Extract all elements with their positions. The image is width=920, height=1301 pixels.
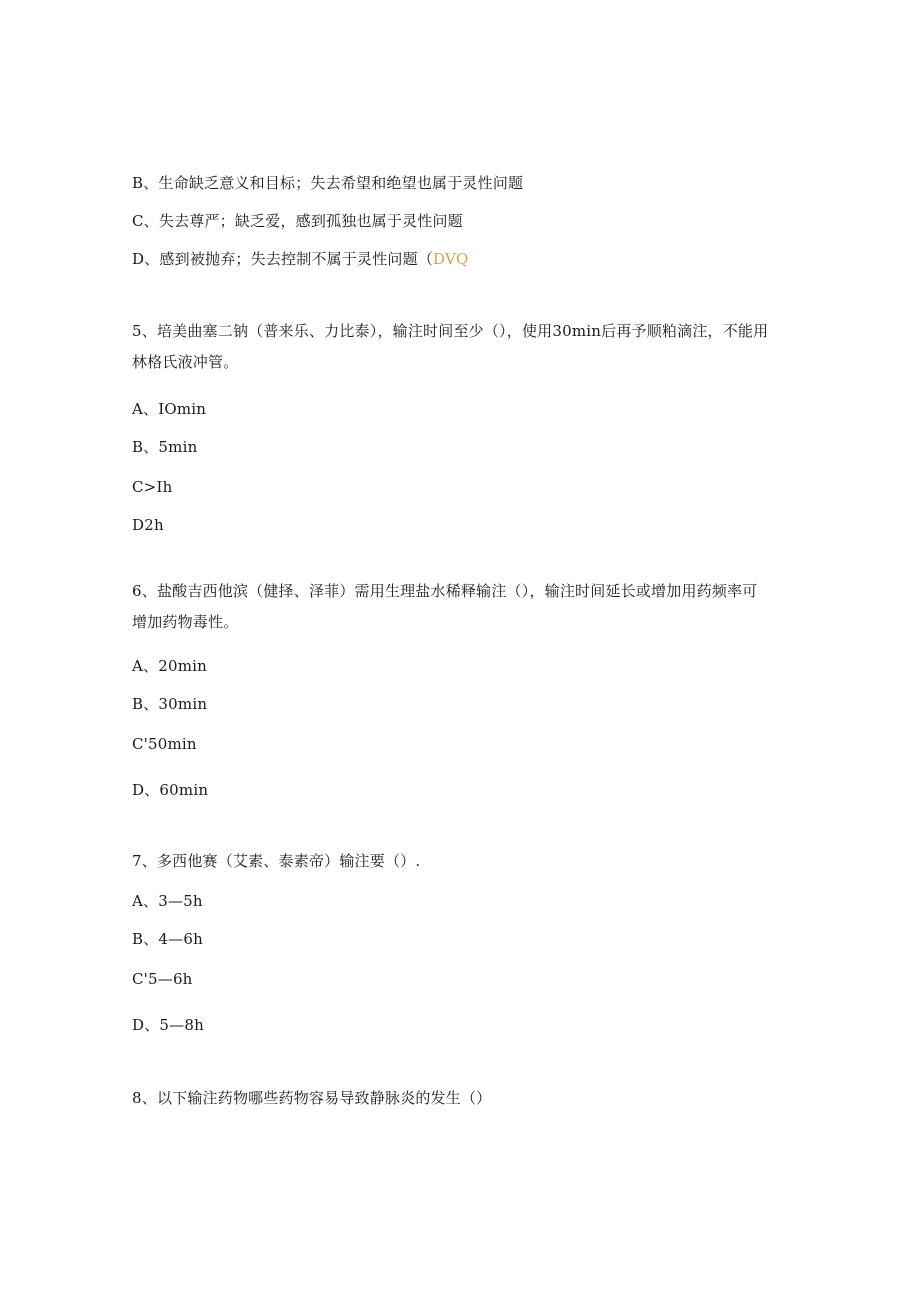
question-6-option-c: C'50min [132, 735, 197, 753]
question-6: 6、盐酸吉西他滨（健择、泽菲）需用生理盐水稀释输注（），输注时间延长或增加用药频率可增加药物毒性。 [132, 582, 758, 631]
question-5-option-d: D2h [132, 516, 164, 534]
option-d-text: D、感到被抛弃；失去控制不属于灵性问题（ [132, 250, 434, 268]
option-d-spiritual [132, 249, 469, 269]
question-8: 8、以下输注药物哪些药物容易导致静脉炎的发生（） [132, 1089, 492, 1107]
question-6-option-d: D、60min [132, 781, 209, 799]
question-7-option-a: A、3—5h [132, 892, 203, 910]
question-5-option-c: C>Ih [132, 478, 173, 496]
question-5-option-a: A、IOmin [132, 400, 207, 418]
question-7: 7、多西他赛（艾素、泰素帝）输注要（）. [132, 852, 421, 870]
question-6-option-a: A、20min [132, 657, 208, 675]
option-c-spiritual: C、失去尊严；缺乏爱，感到孤独也属于灵性问题 [132, 212, 463, 230]
option-b-spiritual: B、生命缺乏意义和目标；失去希望和绝望也属于灵性问题 [132, 174, 524, 192]
question-7-option-d: D、5—8h [132, 1016, 204, 1034]
question-7-option-b: B、4—6h [132, 930, 203, 948]
question-6-option-b: B、30min [132, 695, 208, 713]
option-d-answer-mark: DVQ [433, 250, 469, 268]
question-5-option-b: B、5min [132, 438, 198, 456]
question-5: 5、培美曲塞二钠（普来乐、力比泰），输注时间至少（），使用30min后再予顺粕滴注，不能用林格氏液冲管。 [132, 322, 769, 371]
question-7-option-c: C'5—6h [132, 970, 193, 988]
